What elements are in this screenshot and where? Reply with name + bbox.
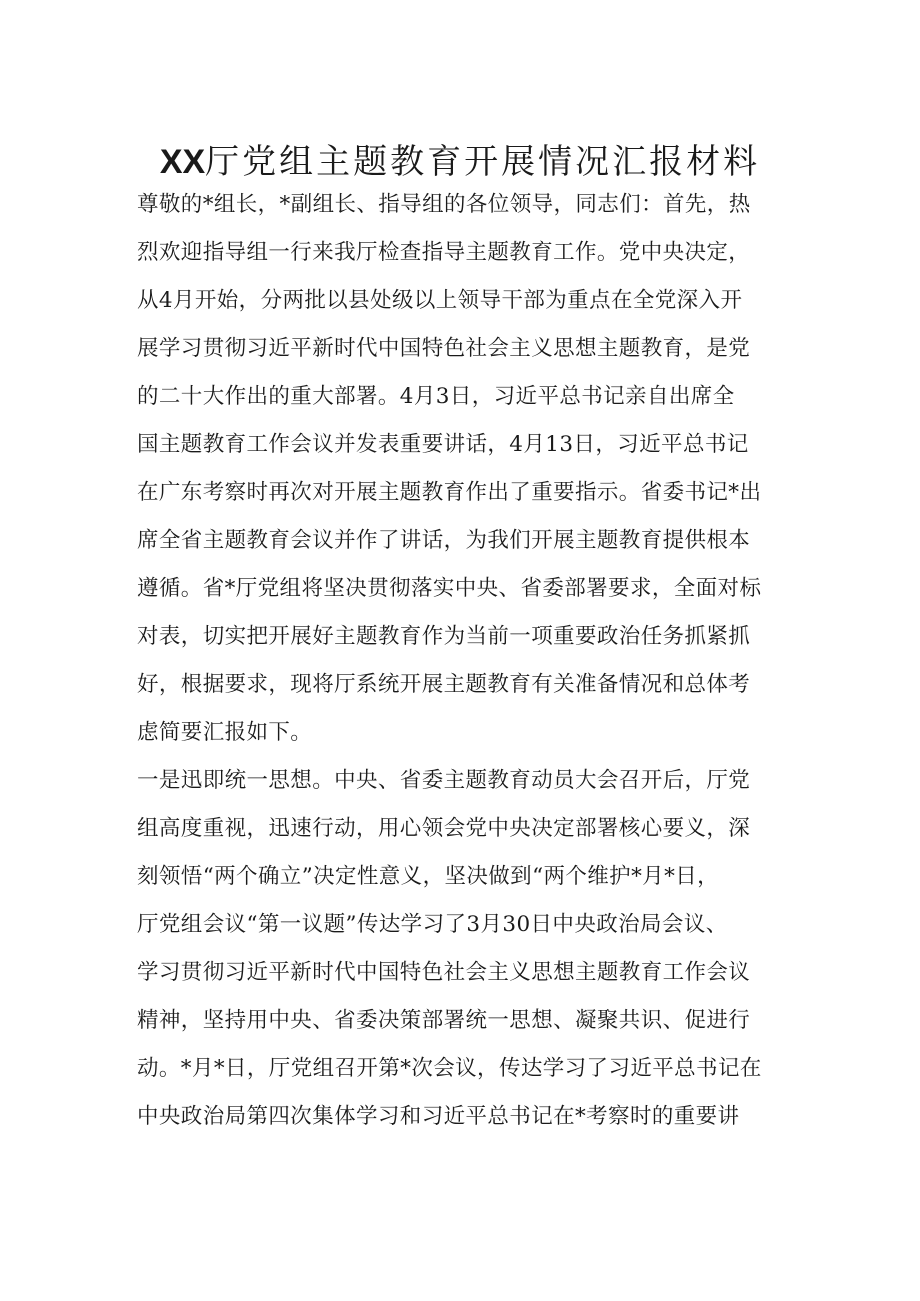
- body-line: 尊敬的*组长，*副组长、指导组的各位领导，同志们：首先，热: [137, 192, 751, 217]
- body-line: 从4月开始，分两批以县处级以上领导干部为重点在全党深入开: [137, 288, 743, 313]
- body-line: 刻领悟“两个确立”决定性意义，坚决做到“两个维护*月*日，: [137, 864, 720, 889]
- body-line: 组高度重视，迅速行动，用心领会党中央决定部署核心要义，深: [137, 816, 751, 841]
- body-line: 展学习贯彻习近平新时代中国特色社会主义思想主题教育，是党: [137, 336, 751, 361]
- title-prefix: XX: [159, 143, 206, 181]
- body-line: 厅党组会议“第一议题”传达学习了3月30日中央政治局会议、: [137, 912, 728, 937]
- title-text: 厅党组主题教育开展情况汇报材料: [205, 142, 761, 182]
- body-line: 一是迅即统一思想。中央、省委主题教育动员大会召开后，厅党: [137, 768, 751, 793]
- body-line: 国主题教育工作会议并发表重要讲话，4月13日，习近平总书记: [137, 432, 749, 457]
- body-line: 遵循。省*厅党组将坚决贯彻落实中央、省委部署要求，全面对标: [137, 576, 762, 601]
- body-line: 对表，切实把开展好主题教育作为当前一项重要政治任务抓紧抓: [137, 624, 751, 649]
- body-line: 动。*月*日，厅党组召开第*次会议，传达学习了习近平总书记在: [137, 1056, 762, 1081]
- body-line: 在广东考察时再次对开展主题教育作出了重要指示。省委书记*出: [137, 480, 762, 505]
- body-line: 席全省主题教育会议并作了讲话，为我们开展主题教育提供根本: [137, 528, 751, 553]
- body-line: 好，根据要求，现将厅系统开展主题教育有关准备情况和总体考: [137, 672, 751, 697]
- body-line: 精神，坚持用中央、省委决策部署统一思想、凝聚共识、促进行: [137, 1008, 751, 1033]
- body-line: 学习贯彻习近平新时代中国特色社会主义思想主题教育工作会议: [137, 960, 751, 985]
- body-line: 中央政治局第四次集体学习和习近平总书记在*考察时的重要讲: [137, 1104, 740, 1129]
- body-line: 烈欢迎指导组一行来我厅检查指导主题教育工作。党中央决定，: [137, 240, 751, 265]
- body-line: 的二十大作出的重大部署。4月3日，习近平总书记亲自出席全: [137, 384, 735, 409]
- body-line: 虑简要汇报如下。: [137, 720, 313, 745]
- document-title: [0, 138, 920, 186]
